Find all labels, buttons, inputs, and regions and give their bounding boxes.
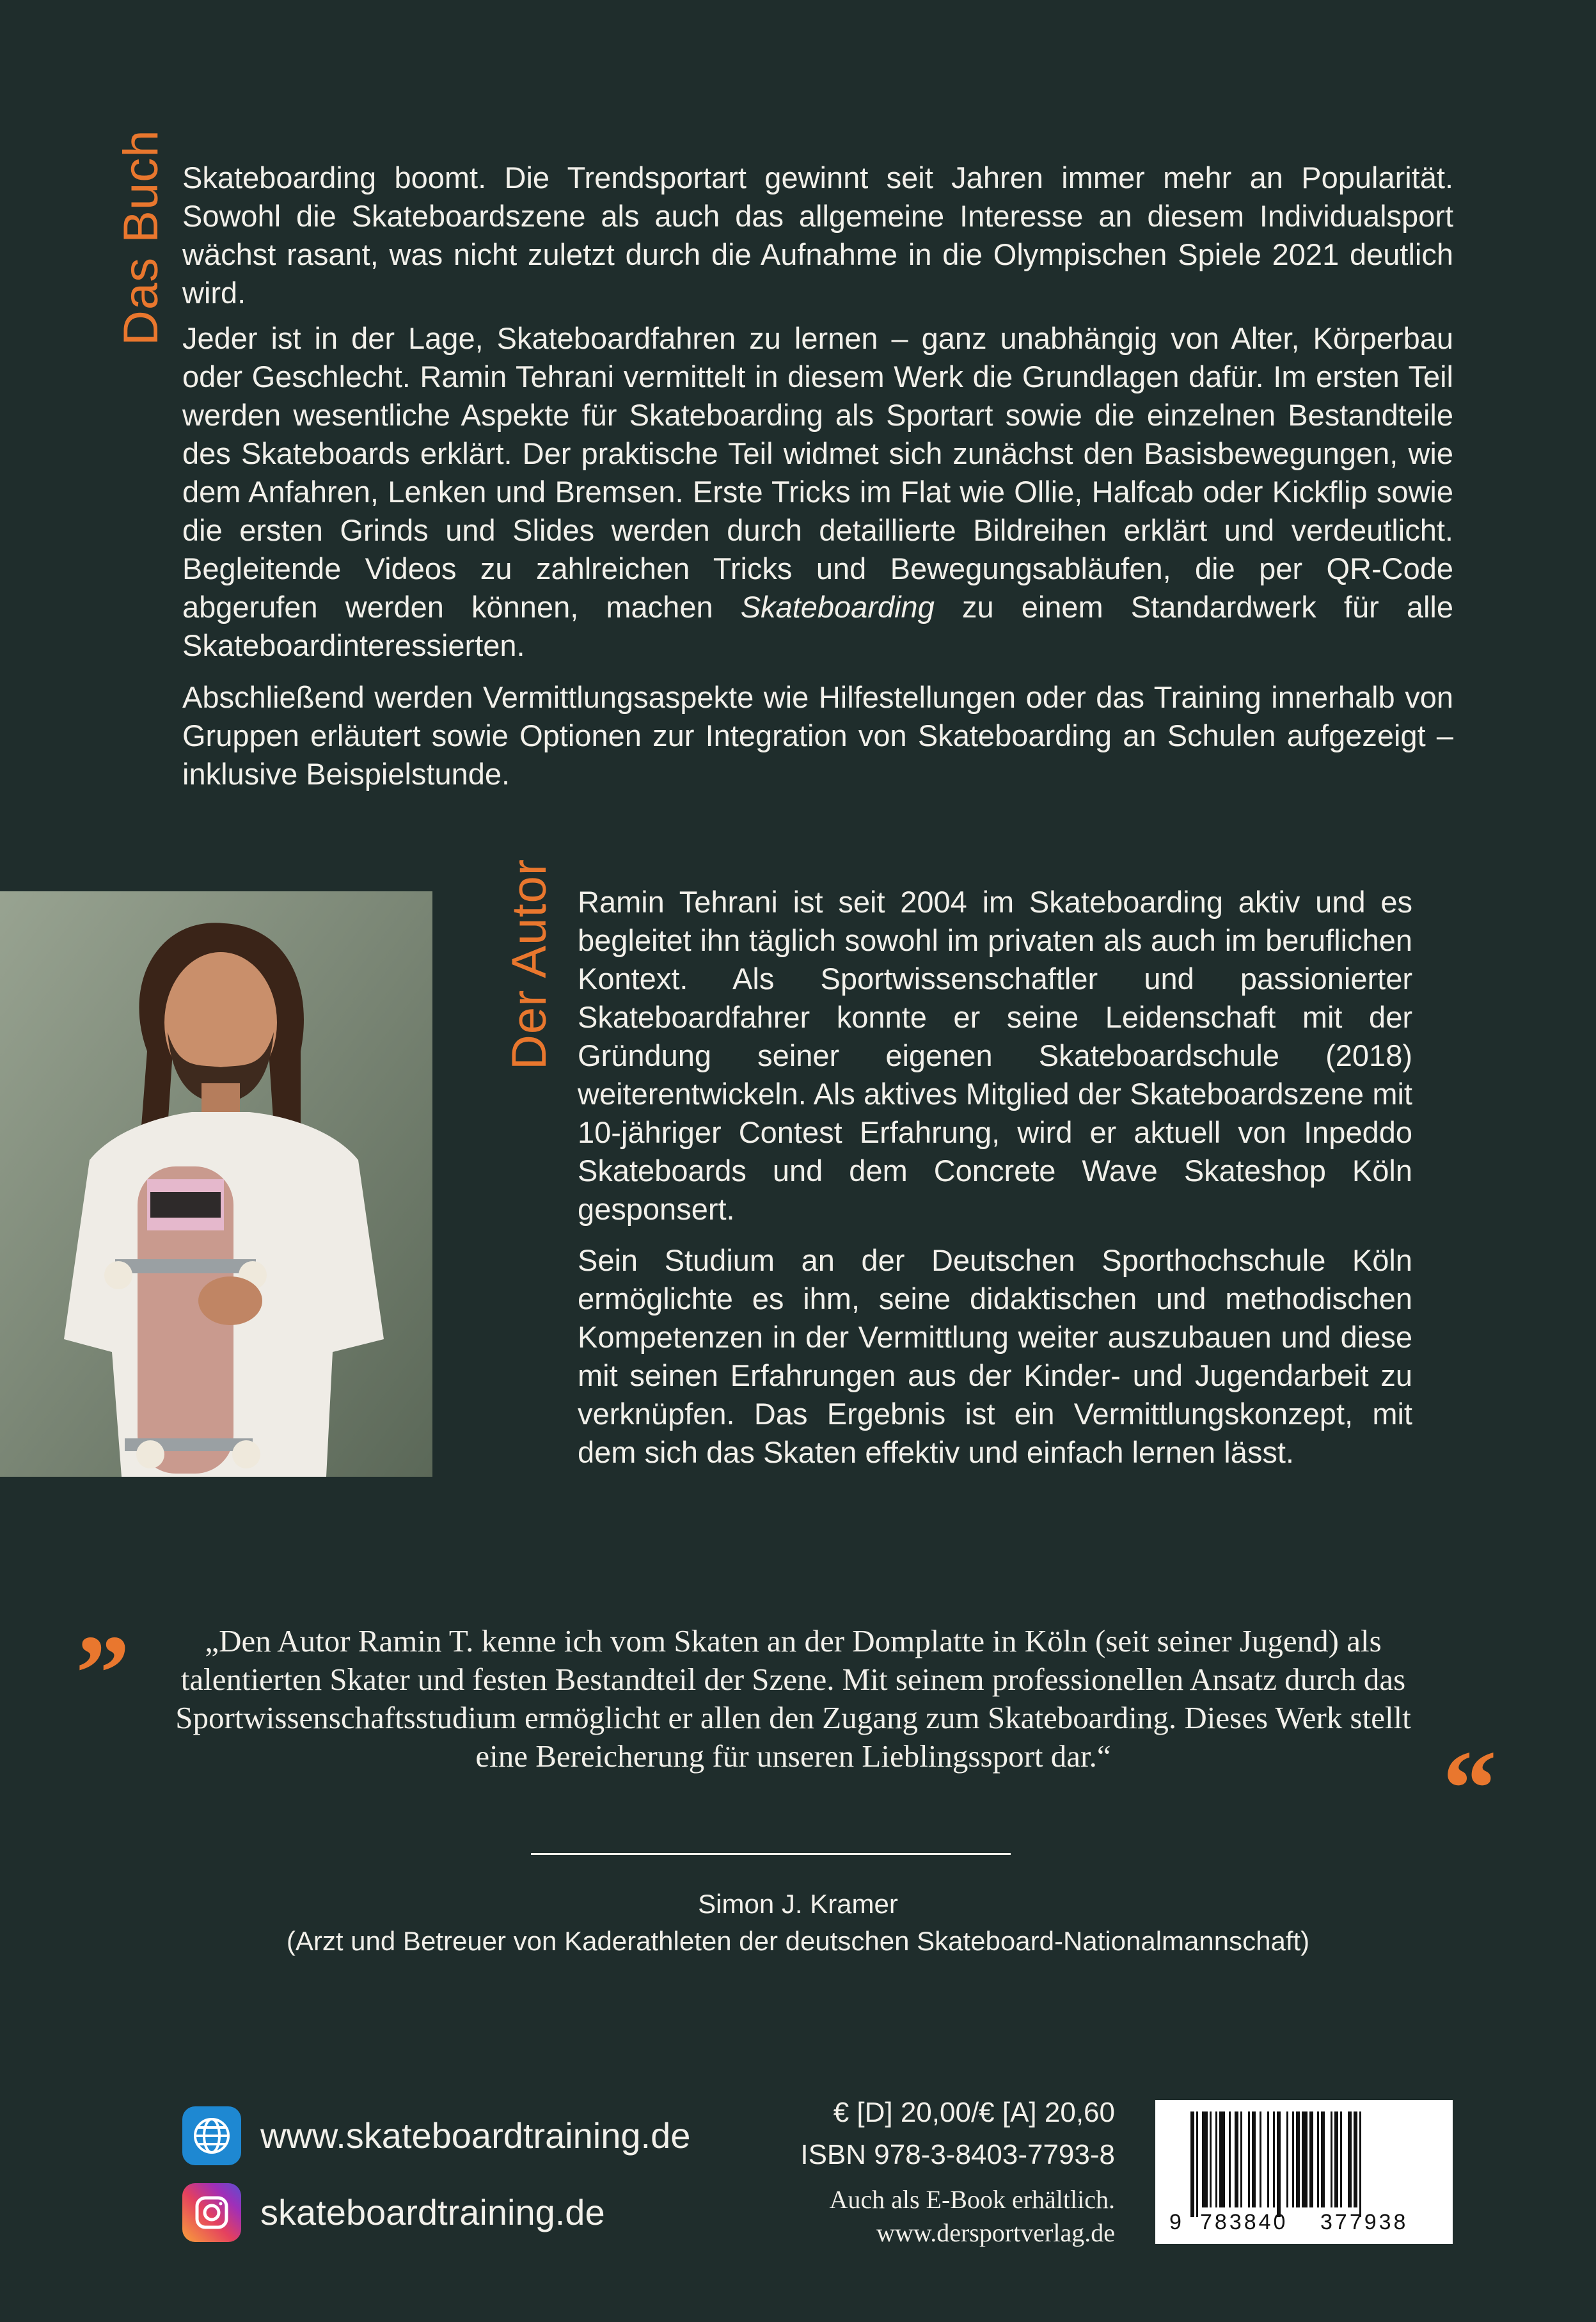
barcode-bar bbox=[1219, 2111, 1225, 2207]
barcode-bar bbox=[1309, 2111, 1313, 2207]
barcode-bar bbox=[1348, 2111, 1352, 2207]
barcode-bar bbox=[1277, 2111, 1281, 2217]
quote-close-mark: “ bbox=[1442, 1728, 1497, 1849]
price: € [D] 20,00/€ [A] 20,60 bbox=[833, 2097, 1115, 2128]
barcode-bar bbox=[1321, 2111, 1325, 2207]
barcode-bar bbox=[1260, 2111, 1261, 2207]
barcode-bar bbox=[1286, 2111, 1288, 2207]
instagram-icon bbox=[182, 2183, 241, 2242]
isbn: ISBN 978-3-8403-7793-8 bbox=[800, 2139, 1115, 2170]
author-paragraph-1: Ramin Tehrani ist seit 2004 im Skateboarding aktiv und es begleitet ihn täglich sowohl im privaten als auch im beruflichen Kontext. Als Sportwissenschaftler und passionierter Skateboardfahrer konnte er seine Leidenschaft mit der Gründung seiner eigenen Skateboardschule (2018) weiterentwickeln. Als aktives Mitglied der Skateboardszene mit 10-jähriger Contest Erfahrung, wird er aktuell von Inpeddo Skateboards und dem Concrete Wave Skateshop Köln gesponsert. bbox=[578, 885, 1412, 1226]
barcode-bar bbox=[1317, 2111, 1319, 2207]
book-paragraph-2-text: Jeder ist in der Lage, Skateboardfahren zu lernen – ganz unabhängig von Alter, Körperbau oder Geschlecht. Ramin Tehrani vermittelt in diesem Werk die Grundlagen dafür. Im ersten Teil werden wesentliche Aspekte für Skateboarding als Sportart sowie die einzelnen Bestandteile des Skateboards erklärt. Der praktische Teil widmet sich zunächst den Basisbewegungen, wie dem Anfahren, Lenken und Bremsen. Erste Tricks im Flat wie Ollie, Halfcab oder Kickflip sowie die ersten Grinds und Slides werden durch detaillierte Bildreihen erklärt und verdeutlicht. Begleitende Videos zu zahlreichen Tricks und Bewegungsabläufen, die per QR-Code abgerufen werden können, machen bbox=[182, 321, 1453, 624]
quote-author: Simon J. Kramer bbox=[698, 1889, 898, 1919]
pricing-block bbox=[800, 2094, 1115, 2250]
barcode-bar bbox=[1235, 2111, 1238, 2207]
quote-divider bbox=[531, 1853, 1011, 1855]
barcode-bar bbox=[1302, 2111, 1308, 2207]
barcode-bar bbox=[1354, 2111, 1357, 2207]
barcode-bar bbox=[1340, 2111, 1342, 2207]
quote-open-mark: ” bbox=[75, 1613, 130, 1733]
barcode bbox=[1155, 2100, 1453, 2244]
quote-text: „Den Autor Ramin T. kenne ich vom Skaten an der Domplatte in Köln (seit seiner Jugend) als talentierten Skater und festen Bestandteil der Szene. Mit seinem professionellen Ansatz durch das Sportwissenschaftsstudium ermöglicht er allen den Zugang zum Skateboarding. Dieses Werk stellt eine Bereicherung für unseren Lieblingssport dar.“ bbox=[175, 1623, 1411, 1774]
author-photo bbox=[0, 891, 432, 1477]
book-paragraph-2 bbox=[182, 319, 1453, 665]
barcode-bar bbox=[1267, 2111, 1269, 2207]
barcode-lead-digit: 9 bbox=[1169, 2210, 1181, 2234]
globe-icon bbox=[182, 2106, 241, 2165]
website-contact[interactable] bbox=[182, 2105, 690, 2166]
barcode-bar bbox=[1273, 2111, 1275, 2207]
book-title-emphasis: Skateboarding bbox=[740, 590, 935, 624]
barcode-bar bbox=[1334, 2111, 1338, 2207]
barcode-bar bbox=[1229, 2111, 1231, 2207]
book-paragraph-1: Skateboarding boomt. Die Trendsportart gewinnt seit Jahren immer mehr an Popularität. Sowohl die Skateboardszene als auch das allgemeine Interesse an diesem Individualsport wächst rasant, was nicht zuletzt durch die Aufnahme in die Olympischen Spiele 2021 deutlich wird. bbox=[182, 161, 1453, 310]
barcode-bar bbox=[1210, 2111, 1212, 2207]
barcode-bar bbox=[1252, 2111, 1256, 2207]
book-paragraph-3: Abschließend werden Vermittlungsaspekte wie Hilfestellungen oder das Training innerhalb von Gruppen erläutert sowie Optionen zur Integration von Skateboarding an Schulen aufgezeigt – inklusive Beispielstunde. bbox=[182, 680, 1453, 791]
barcode-bar bbox=[1190, 2111, 1194, 2217]
publisher-url: www.dersportverlag.de bbox=[876, 2218, 1115, 2247]
barcode-group-2: 377938 bbox=[1320, 2210, 1409, 2234]
section-label-das-buch: Das Buch bbox=[114, 129, 168, 346]
ebook-note: Auch als E-Book erhältlich. bbox=[829, 2185, 1115, 2214]
author-photo-illustration bbox=[0, 891, 432, 1477]
barcode-bar bbox=[1202, 2111, 1208, 2207]
instagram-link[interactable]: skateboardtraining.de bbox=[260, 2192, 605, 2232]
barcode-bar bbox=[1296, 2111, 1300, 2207]
book-paragraph-2-tail: zu einem Standardwerk für alle Skateboardinteressierten. bbox=[182, 590, 1453, 662]
barcode-bar bbox=[1240, 2111, 1242, 2207]
barcode-bar bbox=[1215, 2111, 1217, 2207]
author-paragraph-2: Sein Studium an der Deutschen Sporthochschule Köln ermöglichte es ihm, seine didaktischen und methodischen Kompetenzen in der Vermittlung weiter auszubauen und diese mit seinen Erfahrungen aus der Kinder- und Jugendarbeit zu verknüpfen. Das Ergebnis ist ein Vermittlungskonzept, mit dem sich das Skaten effektiv und einfach lernen lässt. bbox=[578, 1243, 1412, 1469]
barcode-bar bbox=[1359, 2111, 1361, 2217]
barcode-bar bbox=[1331, 2111, 1332, 2207]
barcode-bar bbox=[1292, 2111, 1294, 2207]
instagram-contact[interactable] bbox=[182, 2182, 605, 2243]
section-label-der-autor: Der Autor bbox=[502, 858, 557, 1070]
quote-author-role: (Arzt und Betreuer von Kaderathleten der deutschen Skateboard-Nationalmannschaft) bbox=[286, 1926, 1310, 1956]
barcode-group-1: 783840 bbox=[1200, 2210, 1288, 2234]
barcode-bar bbox=[1248, 2111, 1250, 2207]
barcode-bar bbox=[1196, 2111, 1198, 2217]
website-link[interactable]: www.skateboardtraining.de bbox=[260, 2115, 691, 2156]
